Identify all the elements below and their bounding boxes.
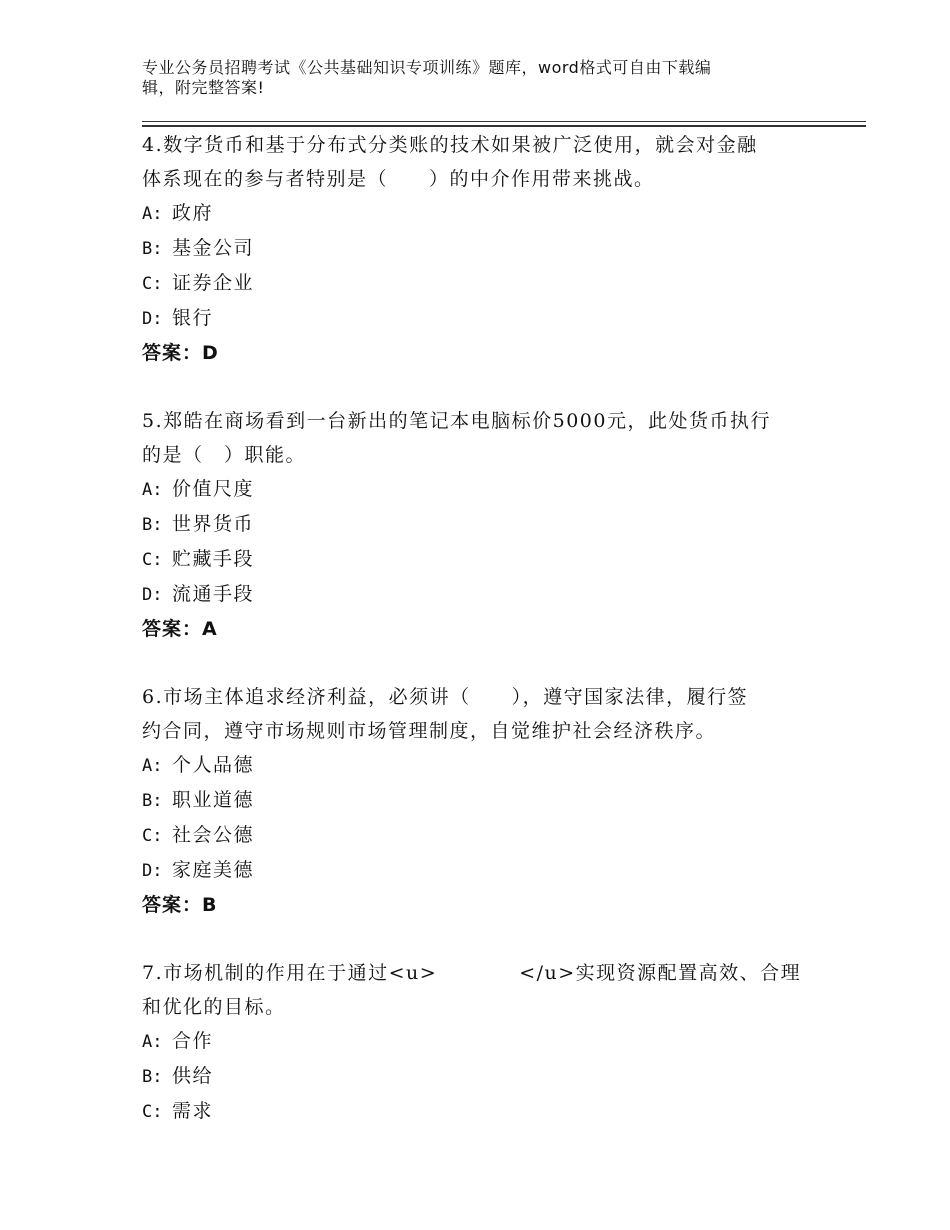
question-text-line: 约合同，遵守市场规则市场管理制度，自觉维护社会经济秩序。 [142,720,717,742]
option-text: 社会公德 [172,824,255,846]
option-label: D: [142,861,163,881]
option-b [142,1059,822,1094]
option-d [142,301,822,336]
option-a [142,472,822,507]
question-spacer [142,922,822,956]
option-d [142,853,822,888]
option-text: 职业道德 [172,789,255,811]
option-label: B: [142,791,163,811]
answer-line: 答案：B [142,894,218,916]
option-label: B: [142,239,163,259]
option-c [142,818,822,853]
option-text: 供给 [172,1065,214,1087]
option-text: 合作 [172,1030,214,1052]
option-label: C: [142,826,163,846]
option-label: D: [142,309,163,329]
question-text-line: 和优化的目标。 [142,996,286,1018]
option-label: A: [142,1032,163,1052]
question-list [142,128,822,1129]
option-b [142,783,822,818]
question-text-line: 5.郑皓在商场看到一台新出的笔记本电脑标价5000元，此处货币执行 [142,410,771,432]
option-text: 家庭美德 [172,859,255,881]
header-line-2: 辑，附完整答案! [142,78,265,97]
question-text-line: 体系现在的参与者特别是（ ）的中介作用带来挑战。 [142,168,655,190]
option-text: 世界货币 [172,513,255,535]
option-text: 个人品德 [172,754,255,776]
option-label: C: [142,550,163,570]
option-text: 证券企业 [172,272,255,294]
question-spacer [142,646,822,680]
option-label: D: [142,585,163,605]
question-text-line: 6.市场主体追求经济利益，必须讲（ ），遵守国家法律，履行签 [142,686,749,708]
option-text: 贮藏手段 [172,548,255,570]
question-text-line: 4.数字货币和基于分布式分类账的技术如果被广泛使用，就会对金融 [142,134,758,156]
option-text: 基金公司 [172,237,255,259]
option-a [142,748,822,783]
question-6 [142,680,822,922]
question-text-line: 7.市场机制的作用在于通过<u> </u>实现资源配置高效、合理 [142,962,802,984]
option-text: 银行 [172,307,214,329]
document-header [142,58,802,98]
answer-line: 答案：A [142,618,218,640]
option-text: 价值尺度 [172,478,255,500]
header-line-1: 专业公务员招聘考试《公共基础知识专项训练》题库，word格式可自由下载编 [142,58,712,77]
option-label: A: [142,756,163,776]
question-7 [142,956,822,1129]
option-label: B: [142,1067,163,1087]
option-text: 政府 [172,202,214,224]
header-divider-thick [142,125,866,127]
option-d [142,577,822,612]
question-text-line: 的是（ ）职能。 [142,444,307,466]
option-a [142,196,822,231]
option-text: 需求 [172,1100,214,1122]
option-c [142,542,822,577]
question-4 [142,128,822,370]
header-divider-thin [142,121,866,122]
option-b [142,507,822,542]
option-label: C: [142,1102,163,1122]
option-label: A: [142,204,163,224]
option-a [142,1024,822,1059]
option-label: B: [142,515,163,535]
option-b [142,231,822,266]
option-label: C: [142,274,163,294]
option-c [142,266,822,301]
option-text: 流通手段 [172,583,255,605]
question-5 [142,404,822,646]
option-c [142,1094,822,1129]
option-label: A: [142,480,163,500]
answer-line: 答案：D [142,342,219,364]
question-spacer [142,370,822,404]
